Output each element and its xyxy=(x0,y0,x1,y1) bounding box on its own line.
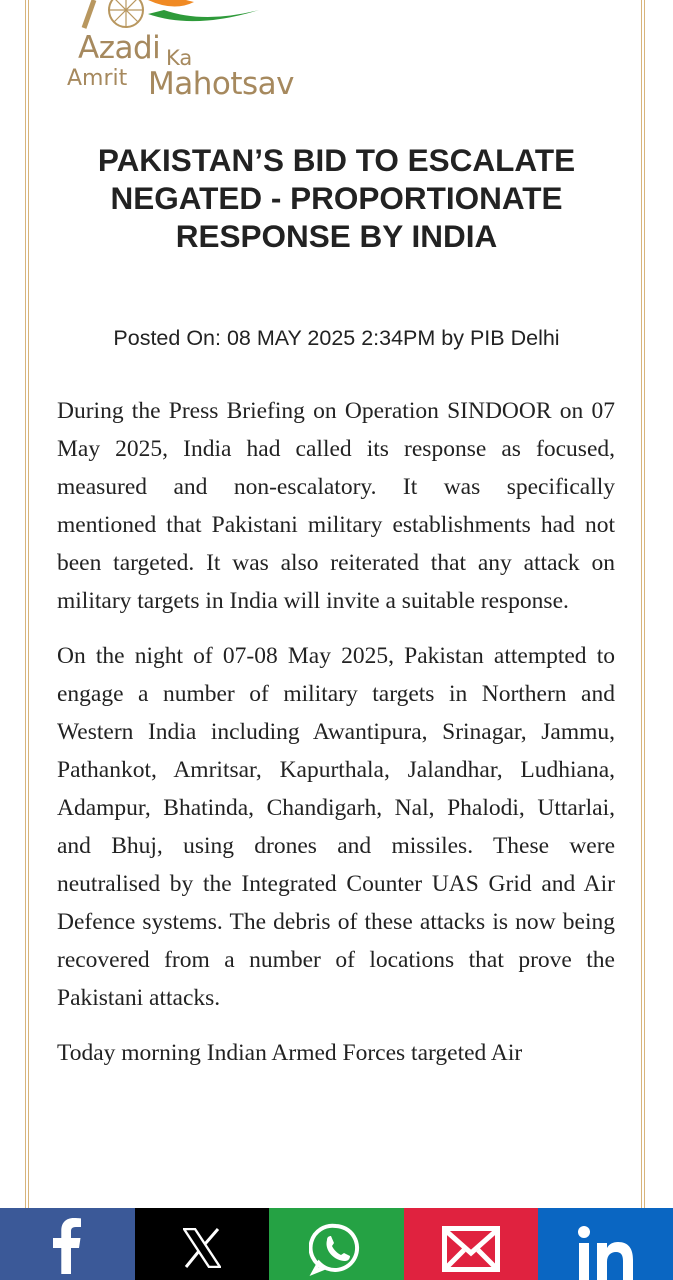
logo-text-amrit: Amrit xyxy=(67,66,128,91)
article-paragraph-3: Today morning Indian Armed Forces targeted Air xyxy=(57,1040,523,1066)
logo-text-azadi: Azadi xyxy=(78,30,161,66)
facebook-icon xyxy=(52,1218,82,1274)
whatsapp-icon xyxy=(309,1222,363,1276)
article-paragraph-2: On the night of 07-08 May 2025, Pakistan attempted to engage a number of military targets in Northern and Western India including Awantipura, Srinagar, Jammu, Pathankot, Amritsar, Kapurthala, Jalandhar, Ludhiana, Adampur, Bhatinda, Chandigarh, Nal, Phalodi, Uttarlai, and Bhuj, using drones and missiles. These were neutralised by the Integrated Counter UAS Grid and Air Defence systems. The debris of these attacks is now being recovered from a number of locations that prove the Pakistani attacks. xyxy=(57,643,615,1011)
logo-text-ka: Ka xyxy=(166,46,193,70)
logo-text-mahotsav: Mahotsav xyxy=(148,66,295,102)
share-whatsapp-button[interactable] xyxy=(269,1208,404,1280)
share-bar xyxy=(0,1208,673,1280)
linkedin-icon xyxy=(578,1226,634,1280)
share-email-button[interactable] xyxy=(404,1208,539,1280)
page-border-right xyxy=(641,0,645,1280)
azadi-ka-amrit-mahotsav-logo xyxy=(64,0,314,100)
article-body xyxy=(57,392,615,1089)
x-icon xyxy=(183,1228,221,1268)
press-release-title: PAKISTAN’S BID TO ESCALATE NEGATED - PROPORTIONATE RESPONSE BY INDIA xyxy=(97,142,576,254)
page-border-left xyxy=(25,0,29,1280)
article-paragraph-1: During the Press Briefing on Operation SINDOOR on 07 May 2025, India had called its response as focused, measured and non-escalatory. It was specifically mentioned that Pakistani military establishments had not been targeted. It was also reiterated that any attack on military targets in India will invite a suitable response. xyxy=(57,398,615,614)
posted-on-line: Posted On: 08 MAY 2025 2:34PM by PIB Delhi xyxy=(113,326,560,350)
share-facebook-button[interactable] xyxy=(0,1208,135,1280)
email-icon xyxy=(442,1226,500,1272)
share-linkedin-button[interactable] xyxy=(538,1208,673,1280)
share-x-button[interactable] xyxy=(135,1208,270,1280)
